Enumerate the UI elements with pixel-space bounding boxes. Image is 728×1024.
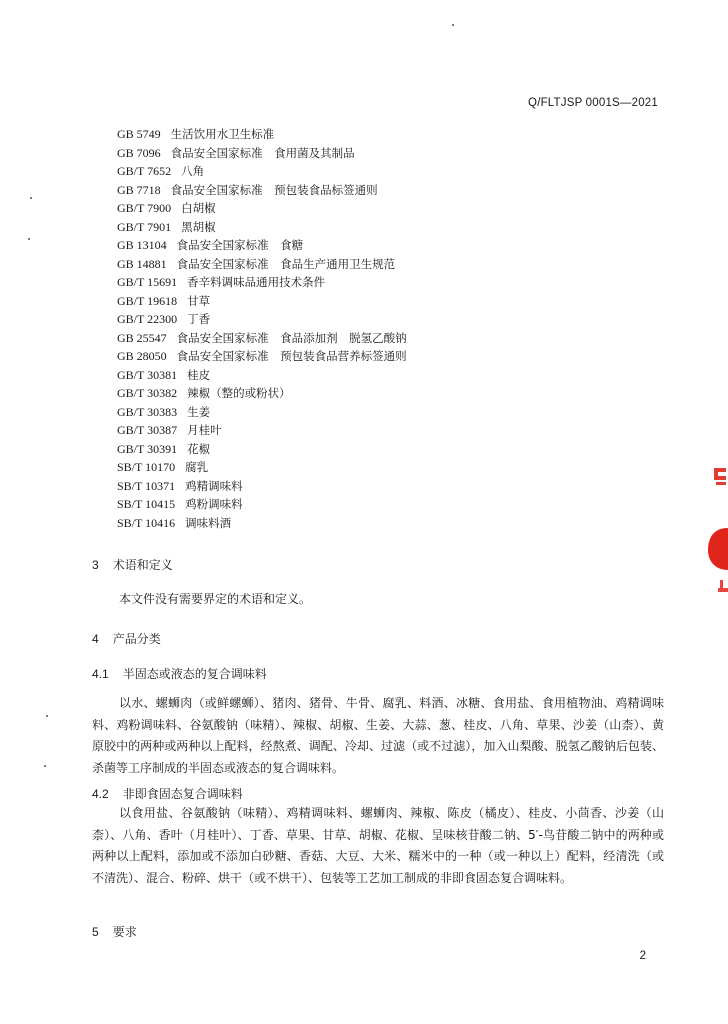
subsection-title: 非即食固态复合调味料 [122, 787, 243, 801]
subsection-title: 半固态或液态的复合调味料 [122, 667, 267, 681]
scan-speck [30, 197, 32, 199]
reference-item [117, 292, 407, 311]
reference-item [117, 514, 407, 533]
subsection-number: 4.2 [92, 787, 109, 801]
scan-speck [452, 24, 454, 26]
section-title: 要求 [112, 925, 137, 939]
reference-title: 食品安全国家标准 预包装食品标签通则 [170, 182, 378, 197]
reference-item [117, 144, 407, 163]
page-number: 2 [639, 950, 646, 962]
reference-title: 生姜 [187, 404, 211, 419]
section-number: 3 [92, 558, 99, 572]
reference-code: GB/T 7901 [117, 219, 172, 234]
reference-title: 鸡精调味料 [185, 478, 243, 493]
reference-title: 丁香 [187, 312, 211, 326]
standard-code-header: Q/FLTJSP 0001S—2021 [528, 97, 658, 109]
reference-title: 香辛料调味品通用技术条件 [187, 275, 326, 289]
reference-title: 调味料酒 [185, 515, 232, 530]
reference-code: GB/T 19618 [117, 293, 178, 308]
reference-item [117, 310, 407, 329]
reference-code: GB 13104 [117, 238, 167, 252]
reference-item [117, 477, 407, 496]
subsection-4-2-heading [92, 785, 243, 802]
reference-title: 食品安全国家标准 食糖 [176, 238, 304, 252]
reference-code: GB 28050 [117, 349, 167, 363]
reference-item [117, 273, 407, 292]
reference-code: GB/T 7652 [117, 164, 172, 178]
reference-title: 白胡椒 [181, 201, 216, 215]
section-title: 术语和定义 [112, 558, 173, 572]
subsection-number: 4.1 [92, 667, 109, 681]
section-title: 产品分类 [112, 632, 161, 646]
reference-item [117, 162, 407, 181]
section-number: 5 [92, 925, 99, 939]
reference-item [117, 458, 407, 477]
reference-code: GB/T 30387 [117, 423, 178, 437]
reference-item [117, 181, 407, 200]
subsection-4-2-body: 以食用盐、谷氨酸钠（味精）、鸡精调味料、螺蛳肉、辣椒、陈皮（橘皮）、桂皮、小茴香、沙姜（山柰）、八角、香叶（月桂叶）、丁香、草果、甘草、胡椒、花椒、呈味核苷酸二钠、5′-鸟苷酸二钠中的两种或两种以上配料，添加或不添加白砂糖、香菇、大豆、大米、糯米中的一种（或一种以上）配料，经清洗（或不清洗）、混合、粉碎、烘干（或不烘干）、包装等工艺加工制成的非即食固态复合调味料。 [92, 806, 664, 885]
reference-title: 生活饮用水卫生标准 [170, 127, 275, 141]
reference-item [117, 421, 407, 440]
reference-item [117, 384, 407, 403]
reference-code: GB/T 30391 [117, 441, 178, 456]
reference-title: 月桂叶 [187, 423, 222, 437]
reference-title: 桂皮 [187, 367, 211, 382]
section-3-heading [92, 556, 173, 573]
subsection-4-1-heading [92, 665, 267, 682]
reference-title: 腐乳 [185, 460, 209, 474]
reference-code: GB/T 30381 [117, 367, 178, 382]
reference-title: 黑胡椒 [181, 219, 216, 234]
reference-code: GB 7718 [117, 182, 161, 197]
section-5-heading [92, 923, 137, 940]
reference-code: GB/T 15691 [117, 275, 178, 289]
reference-code: GB 5749 [117, 127, 161, 141]
reference-code: GB 25547 [117, 330, 167, 345]
seal-stamp-fragment [704, 462, 728, 602]
section-4-heading [92, 630, 161, 647]
reference-title: 花椒 [187, 441, 211, 456]
scan-speck [46, 715, 48, 717]
reference-title: 鸡粉调味料 [185, 497, 243, 511]
section-3-body: 本文件没有需要界定的术语和定义。 [119, 592, 312, 606]
reference-title: 食品安全国家标准 食用菌及其制品 [170, 145, 355, 160]
section-number: 4 [92, 632, 99, 646]
reference-item [117, 255, 407, 274]
reference-item [117, 495, 407, 514]
reference-item [117, 347, 407, 366]
scan-speck [28, 238, 30, 240]
subsection-4-1-body: 以水、螺蛳肉（或鲜螺蛳）、猪肉、猪骨、牛骨、腐乳、料酒、冰糖、食用盐、食用植物油、鸡精调味料、鸡粉调味料、谷氨酸钠（味精）、辣椒、胡椒、生姜、大蒜、葱、桂皮、八角、草果、沙姜（山柰）、黄原胶中的两种或两种以上配料，经熬煮、调配、冷却、过滤（或不过滤），加入山梨酸、脱氢乙酸钠后包装、杀菌等工序制成的半固态或液态的复合调味料。 [92, 696, 664, 775]
reference-item [117, 329, 407, 348]
reference-code: SB/T 10170 [117, 460, 176, 474]
reference-code: GB/T 30382 [117, 386, 178, 400]
reference-title: 甘草 [187, 293, 211, 308]
reference-code: GB 7096 [117, 145, 161, 160]
reference-item [117, 366, 407, 385]
reference-item [117, 218, 407, 237]
reference-code: SB/T 10415 [117, 497, 176, 511]
normative-references-list [117, 125, 407, 532]
reference-code: GB/T 7900 [117, 201, 172, 215]
scan-speck [44, 765, 46, 767]
reference-title: 食品安全国家标准 食品生产通用卫生规范 [176, 256, 396, 271]
reference-code: GB/T 22300 [117, 312, 178, 326]
reference-item [117, 403, 407, 422]
reference-item [117, 236, 407, 255]
reference-item [117, 440, 407, 459]
reference-title: 八角 [181, 164, 205, 178]
reference-code: GB/T 30383 [117, 404, 178, 419]
reference-title: 食品安全国家标准 预包装食品营养标签通则 [176, 349, 407, 363]
reference-code: GB 14881 [117, 256, 167, 271]
reference-title: 食品安全国家标准 食品添加剂 脱氢乙酸钠 [176, 330, 407, 345]
reference-item [117, 125, 407, 144]
reference-code: SB/T 10371 [117, 478, 176, 493]
reference-item [117, 199, 407, 218]
reference-title: 辣椒（整的或粉状） [187, 386, 291, 400]
reference-code: SB/T 10416 [117, 515, 176, 530]
